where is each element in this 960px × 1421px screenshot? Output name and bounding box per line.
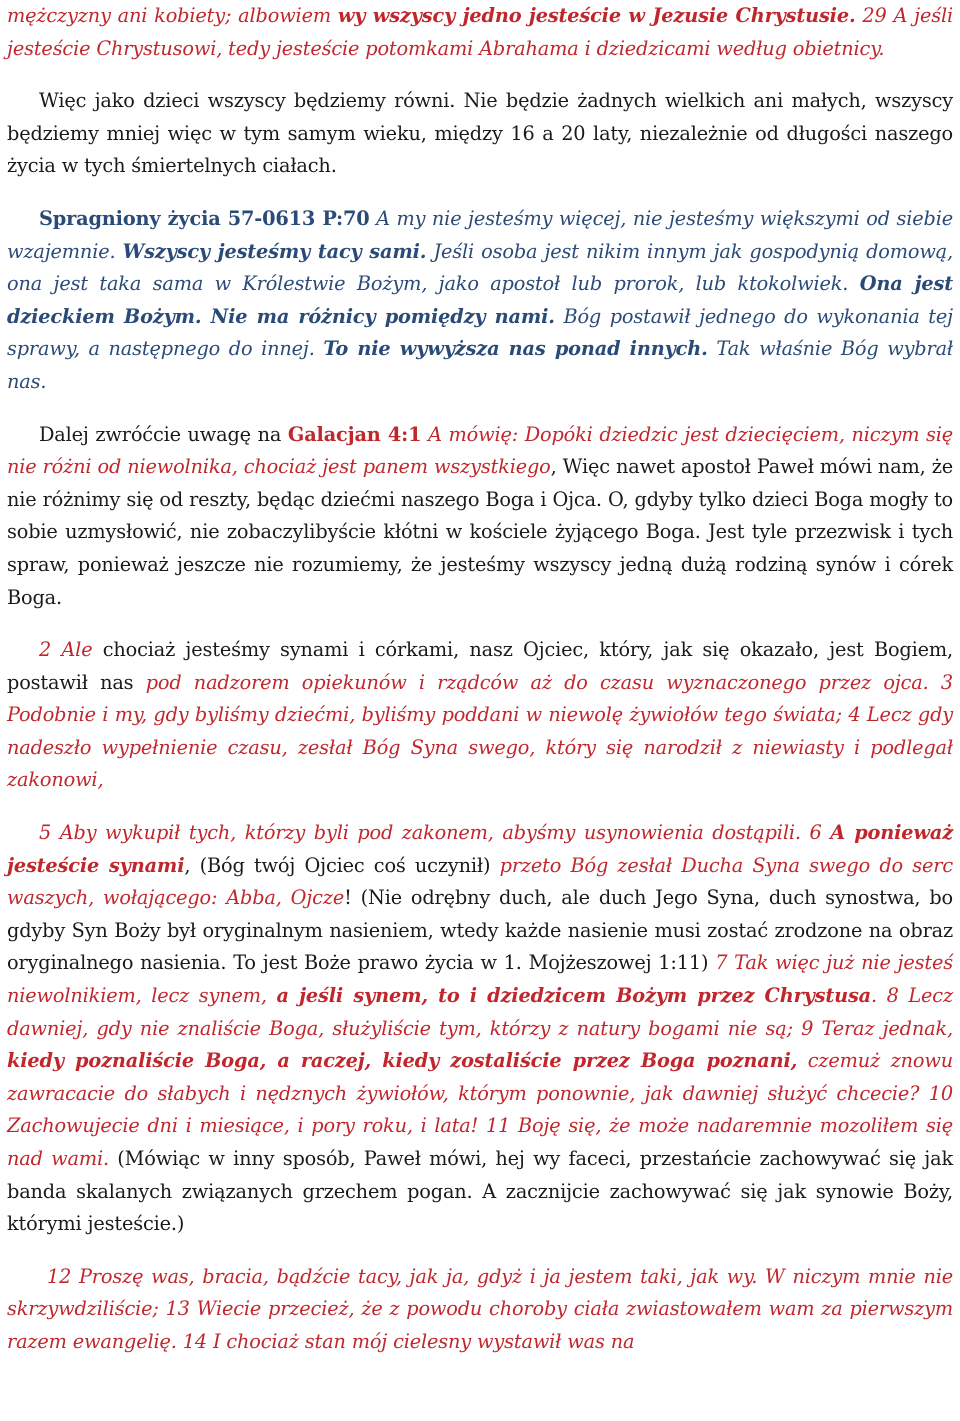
quote-text: 29 A jeśli jesteście Chrystusowi, tedy jesteście potomkami Abrahama i dziedzicami według obietnicy. [7, 4, 953, 60]
paragraph-3 [7, 203, 953, 399]
quote-text: mężczyzny ani kobiety; albowiem [7, 4, 338, 27]
paragraph-4 [7, 419, 953, 615]
scripture-quote: 2 Ale [39, 638, 93, 662]
sermon-quote: A my nie jesteśmy więcej, nie jesteśmy większymi od siebie wzajemnie. [7, 206, 953, 263]
paragraph-6 [7, 817, 953, 1241]
scripture-quote: . 8 Lecz dawniej, gdy nie znaliście Boga, służyliście tym, którzy z natury bogami nie są; 9 Teraz jednak, [7, 984, 953, 1040]
scripture-quote: pod nadzorem opiekunów i rządców aż do czasu wyznaczonego przez ojca. 3 Podobnie i my, gdy byliśmy dziećmi, byliśmy poddani w niewolę żywiołów tego świata; 4 Lecz gdy nadeszło wypełnienie czasu, zesłał Bóg Syna swego, który się narodził z niewiasty i podlegał zakonowi, [7, 670, 953, 792]
sermon-quote: Bóg postawił jednego do wykonania tej sprawy, a następnego do innej. [7, 304, 953, 361]
paragraph-7 [7, 1261, 953, 1359]
scripture-quote: 5 Aby wykupił tych, którzy byli pod zakonem, abyśmy usynowienia dostąpili. 6 [39, 821, 831, 845]
body-text: Dalej zwróćcie uwagę na [39, 422, 288, 446]
scripture-quote: 12 Proszę was, bracia, bądźcie tacy, jak ja, gdyż i ja jestem taki, jak wy. W niczym mnie nie skrzywdziliście; 13 Wiecie przecież, że z powodu choroby ciała zwiastowałem wam za pierwszym razem ewangelię. 14 I chociaż stan mój cielesny wystawił was na [7, 1264, 953, 1353]
body-text: ! (Nie odrębny duch, ale duch Jego Syna, duch synostwa, bo gdyby Syn Boży był oryginalnym nasieniem, wtedy każde nasienie musi zostać zrodzone na obraz oryginalnego nasienia. To jest Boże prawo życia w 1. Mojżeszowej 1:11) [7, 886, 953, 975]
sermon-quote: Jeśli osoba jest nikim innym jak gospodynią domową, ona jest taka sama w Królestwie Bożym, jako apostoł lub prorok, lub ktokolwiek. [7, 239, 954, 296]
sermon-emphasis: Ona jest dzieckiem Bożym. Nie ma różnicy pomiędzy nami. [7, 272, 953, 328]
body-text: chociaż jesteśmy synami i córkami, nasz Ojciec, który, jak się okazało, jest Bogiem, postawił nas [7, 638, 954, 694]
scripture-emphasis: kiedy poznaliście Boga, a raczej, kiedy zostaliście przez Boga poznani, [7, 1049, 798, 1073]
sermon-emphasis: Wszyscy jesteśmy tacy sami. [122, 239, 427, 263]
body-text: , (Bóg twój Ojciec coś uczynił) [184, 853, 500, 877]
sermon-quote: Tak właśnie Bóg wybrał nas. [7, 337, 954, 393]
scripture-quote: 7 Tak więc już nie jesteś niewolnikiem, lecz synem, [7, 951, 953, 1008]
body-text: , Więc nawet apostoł Paweł mówi nam, że nie różnimy się od reszty, będąc dziećmi naszego Boga i Ojca. O, gdyby tylko dzieci Boga mogły to sobie uzmysłowić, nie zobaczylibyście kłótni w kościele żyjącego Boga. Jest tyle przezwisk i tych spraw, ponieważ jeszcze nie rozumiemy, że jesteśmy wszyscy jedną dużą rodziną synów i córek Boga. [7, 455, 953, 609]
scripture-emphasis: A ponieważ jesteście synami [7, 821, 953, 877]
paragraph-1 [7, 0, 953, 65]
scripture-quote: czemuż znowu zawracacie do słabych i nędznych żywiołów, którym ponownie, jak dawniej służyć chcecie? 10 Zachowujecie dni i miesiące, i pory roku, i lata! 11 Boję się, że może nadaremnie mozoliłem się nad wami. [7, 1049, 953, 1170]
body-text: Więc jako dzieci wszyscy będziemy równi. Nie będzie żadnych wielkich ani małych, wszyscy będziemy mniej więc w tym samym wieku, między 16 a 20 laty, niezależnie od długości naszego życia w tych śmiertelnych ciałach. [7, 89, 953, 178]
body-text: (Mówiąc w inny sposób, Paweł mówi, hej wy faceci, przestańcie zachowywać się jak banda skalanych związanych grzechem pogan. A zacznijcie zachowywać się jak synowie Boży, którymi jesteście.) [7, 1147, 953, 1236]
scripture-reference: Galacjan 4:1 [287, 422, 422, 446]
sermon-reference: Spragniony życia 57-0613 P:70 [39, 206, 370, 230]
sermon-emphasis: To nie wywyższa nas ponad innych. [323, 337, 708, 361]
quote-emphasis: wy wszyscy jedno jesteście w Jezusie Chrystusie. [337, 4, 856, 27]
paragraph-5 [7, 634, 953, 797]
paragraph-2 [7, 85, 953, 183]
scripture-emphasis: a jeśli synem, to i dziedzicem Bożym przez Chrystusa [276, 984, 872, 1008]
scripture-quote: A mówię: Dopóki dziedzic jest dziecięciem, niczym się nie różni od niewolnika, chociaż jest panem wszystkiego [7, 422, 954, 479]
scripture-quote: przeto Bóg zesłał Ducha Syna swego do serc waszych, wołającego: Abba, Ojcze [7, 853, 953, 910]
